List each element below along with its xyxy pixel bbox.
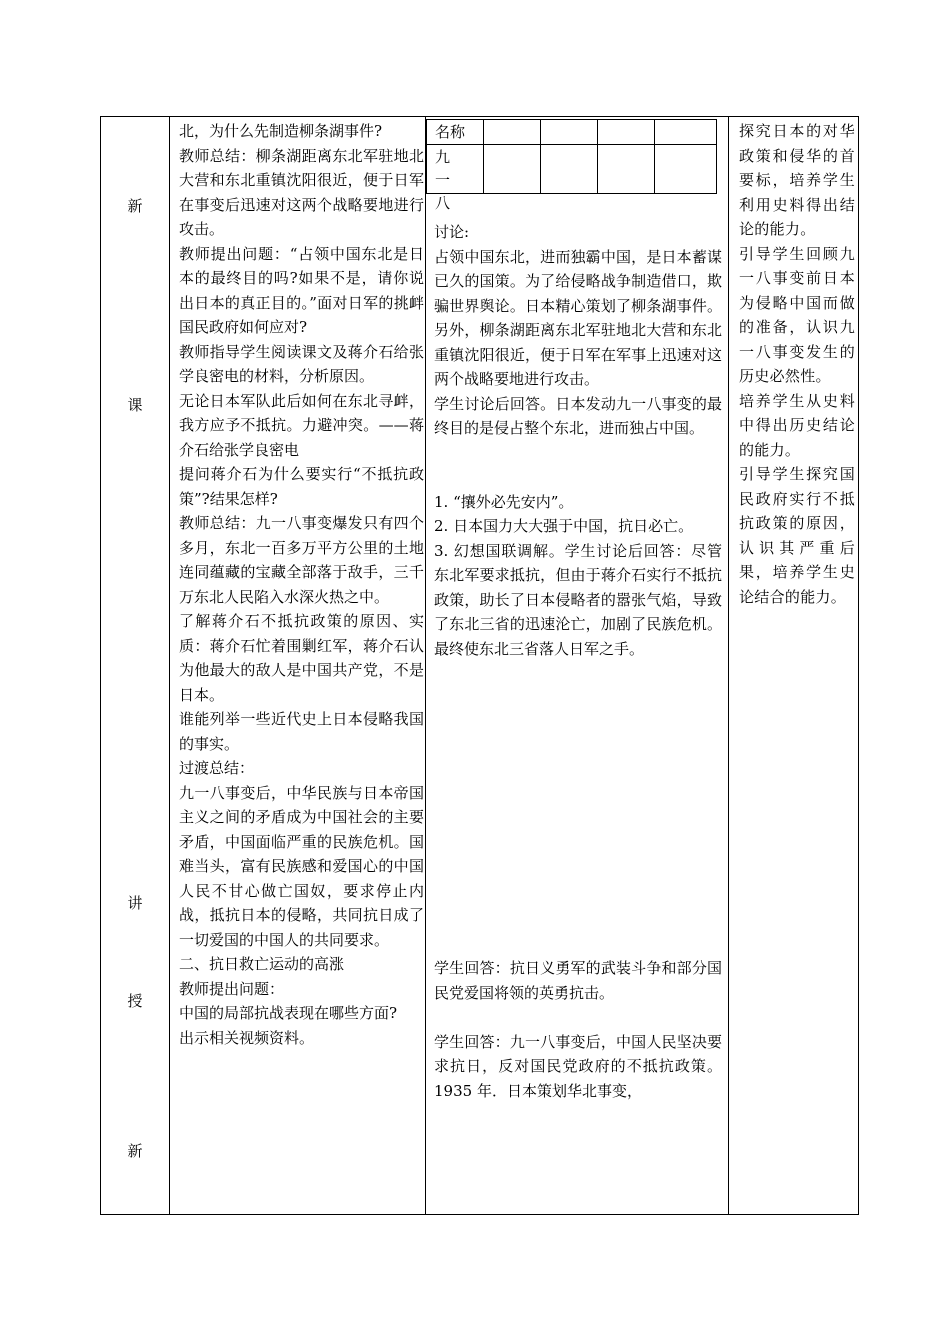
side-label: 课 xyxy=(127,396,143,414)
text-paragraph: 学生讨论后回答。日本发动九一八事变的最终目的是侵占整个东北，进而独占中国。 xyxy=(434,394,722,437)
text-paragraph: 教师总结：柳条湖距离东北军驻地北大营和东北重镇沈阳很近，便于日军在事变后迅速对这两个战略要地进行攻击。 xyxy=(179,146,424,238)
text-paragraph: 学生回答：抗日义勇军的武装斗争和部分国民党爱国将领的英勇抗击。 xyxy=(434,959,722,1002)
text-paragraph: 出示相关视频资料。 xyxy=(179,1028,315,1047)
text-paragraph: 占领中国东北，进而独霸中国，是日本蓄谋已久的国策。为了给侵略战争制造借口，欺骗世界舆论。日本精心策划了柳条湖事件。另外，柳条湖距离东北军驻地北大营和东北重镇沈阳很近，便于日军在军事上迅速对这两个战略要地进行攻击。 xyxy=(434,247,722,388)
text-paragraph: 九一八事变后，中华民族与日本帝国主义之间的矛盾成为中国社会的主要矛盾，中国面临严重的民族危机。国难当头，富有民族感和爱国心的中国人民不甘心做亡国奴，要求停止内战，抵抗日本的侵略，共同抗日成了一切爱国的中国人的共同要求。 xyxy=(179,783,424,949)
side-label: 新 xyxy=(127,197,143,215)
lesson-plan-table xyxy=(100,116,859,1215)
table-row-label: 九一八 xyxy=(435,148,459,212)
discussion-label: 讨论: xyxy=(434,223,470,241)
text-paragraph: 谁能列举一些近代史上日本侵略我国的事实。 xyxy=(179,710,424,753)
student-activity-column xyxy=(434,220,722,1103)
text-paragraph: 引导学生探究国民政府实行不抵抗政策的原因，认识其严重后果，培养学生史论结合的能力。 xyxy=(739,465,855,606)
side-label: 新 xyxy=(127,1142,143,1160)
list-item: 1. “攘外必先安内”。 xyxy=(434,492,574,511)
column-divider xyxy=(425,117,426,1214)
text-paragraph: 提问蒋介石为什么要实行“不抵抗政策”?结果怎样? xyxy=(179,465,424,508)
text-paragraph: 了解蒋介石不抵抗政策的原因、实质：蒋介石忙着围剿红军，蒋介石认为他最大的敌人是中国共产党，不是日本。 xyxy=(179,612,424,704)
column-divider xyxy=(169,117,170,1214)
text-paragraph: 教师总结：九一八事变爆发只有四个多月，东北一百多万平方公里的土地连同蕴藏的宝藏全部落于敌手，三千万东北人民陷入水深火热之中。 xyxy=(179,514,424,606)
text-paragraph: 学生回答：九一八事变后，中国人民坚决要求抗日，反对国民党政府的不抵抗政策。1935 年．日本策划华北事变， xyxy=(434,1032,722,1100)
table-header-label: 名称 xyxy=(435,123,466,141)
text-paragraph: 教师指导学生阅读课文及蒋介石给张学良密电的材料，分析原因。 xyxy=(179,342,424,385)
side-label: 授 xyxy=(127,992,143,1010)
text-paragraph: 探究日本的对华政策和侵华的首要标，培养学生利用史料得出结论的能力。 xyxy=(739,122,855,238)
text-paragraph: 培养学生从史料中得出历史结论的能力。 xyxy=(739,391,855,459)
text-paragraph: 北，为什么先制造柳条湖事件? xyxy=(179,122,383,140)
section-heading: 二、抗日救亡运动的高涨 xyxy=(179,955,345,973)
column-divider xyxy=(728,117,729,1214)
text-paragraph: 教师提出问题： xyxy=(179,979,285,998)
text-paragraph: 引导学生回顾九一八事变前日本为侵略中国而做的准备，认识九一八事变发生的历史必然性。 xyxy=(739,244,855,385)
text-paragraph: 中国的局部抗战表现在哪些方面? xyxy=(179,1004,398,1022)
teacher-activity-column xyxy=(179,117,424,1050)
text-paragraph: 教师提出问题：“占领中国东北是日本的最终目的吗?如果不是，请你说出日本的真正目的。”面对日军的挑衅国民政府如何应对? xyxy=(179,244,424,336)
text-paragraph: 过渡总结： xyxy=(179,759,255,777)
side-label: 讲 xyxy=(127,894,143,912)
text-paragraph: 无论日本军队此后如何在东北寻衅，我方应予不抵抗。力避冲突。——蒋介石给张学良密电 xyxy=(179,391,424,459)
design-intent-column xyxy=(739,117,855,609)
event-name-table xyxy=(426,119,717,212)
list-item: 3. 幻想国联调解。学生讨论后回答：尽管东北军要求抵抗，但由于蒋介石实行不抵抗政策，助长了日本侵略者的嚣张气焰，导致了东北三省的迅速沦亡，加剧了民族危机。最终使东北三省落人日军之手。 xyxy=(434,541,722,658)
list-item: 2. 日本国力大大强于中国，抗日必亡。 xyxy=(434,517,694,535)
